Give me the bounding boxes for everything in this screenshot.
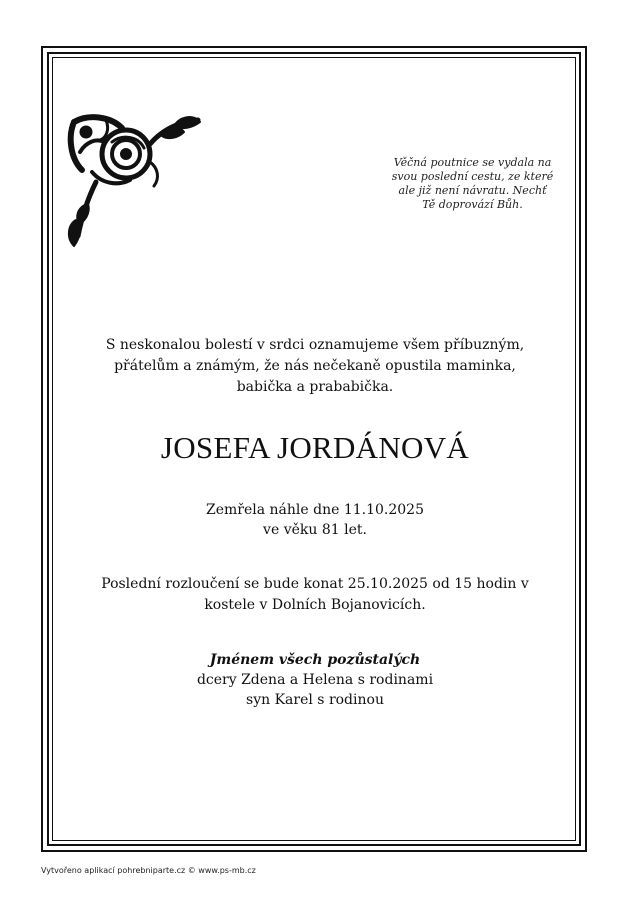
funeral-info-line: Poslední rozloučení se bude konat 25.10.2025 od 15 hodin v xyxy=(101,576,529,592)
corner-rose-ornament-icon xyxy=(66,112,206,257)
mourners-lead: Jménem všech pozůstalých xyxy=(209,652,421,668)
death-info-line: ve věku 81 let. xyxy=(263,522,367,538)
announcement-line: S neskonalou bolestí v srdci oznamujeme všem příbuzným, xyxy=(105,337,525,353)
deceased-name: JOSEFA JORDÁNOVÁ xyxy=(160,430,470,465)
footer-credit: Vytvořeno aplikací pohrebniparte.cz © www.ps-mb.cz xyxy=(41,866,256,875)
funeral-info xyxy=(60,574,570,616)
mourners-signature xyxy=(60,650,570,710)
quote-line: ale již není návratu. Nechť xyxy=(398,184,547,197)
quote-line: Věčná poutnice se vydala na xyxy=(393,156,552,169)
announcement-text xyxy=(60,335,570,398)
funeral-info-line: kostele v Dolních Bojanovicích. xyxy=(204,597,426,613)
quote-line: svou poslední cestu, ze které xyxy=(391,170,554,183)
mourners-line: syn Karel s rodinou xyxy=(246,692,384,708)
announcement-line: přátelům a známým, že nás nečekaně opustila maminka, xyxy=(114,358,516,374)
memorial-quote xyxy=(380,156,565,212)
death-info-line: Zemřela náhle dne 11.10.2025 xyxy=(205,502,424,518)
quote-line: Tě doprovází Bůh. xyxy=(422,198,523,211)
announcement-line: babička a prababička. xyxy=(236,379,394,395)
mourners-line: dcery Zdena a Helena s rodinami xyxy=(196,672,434,688)
death-info xyxy=(60,500,570,540)
